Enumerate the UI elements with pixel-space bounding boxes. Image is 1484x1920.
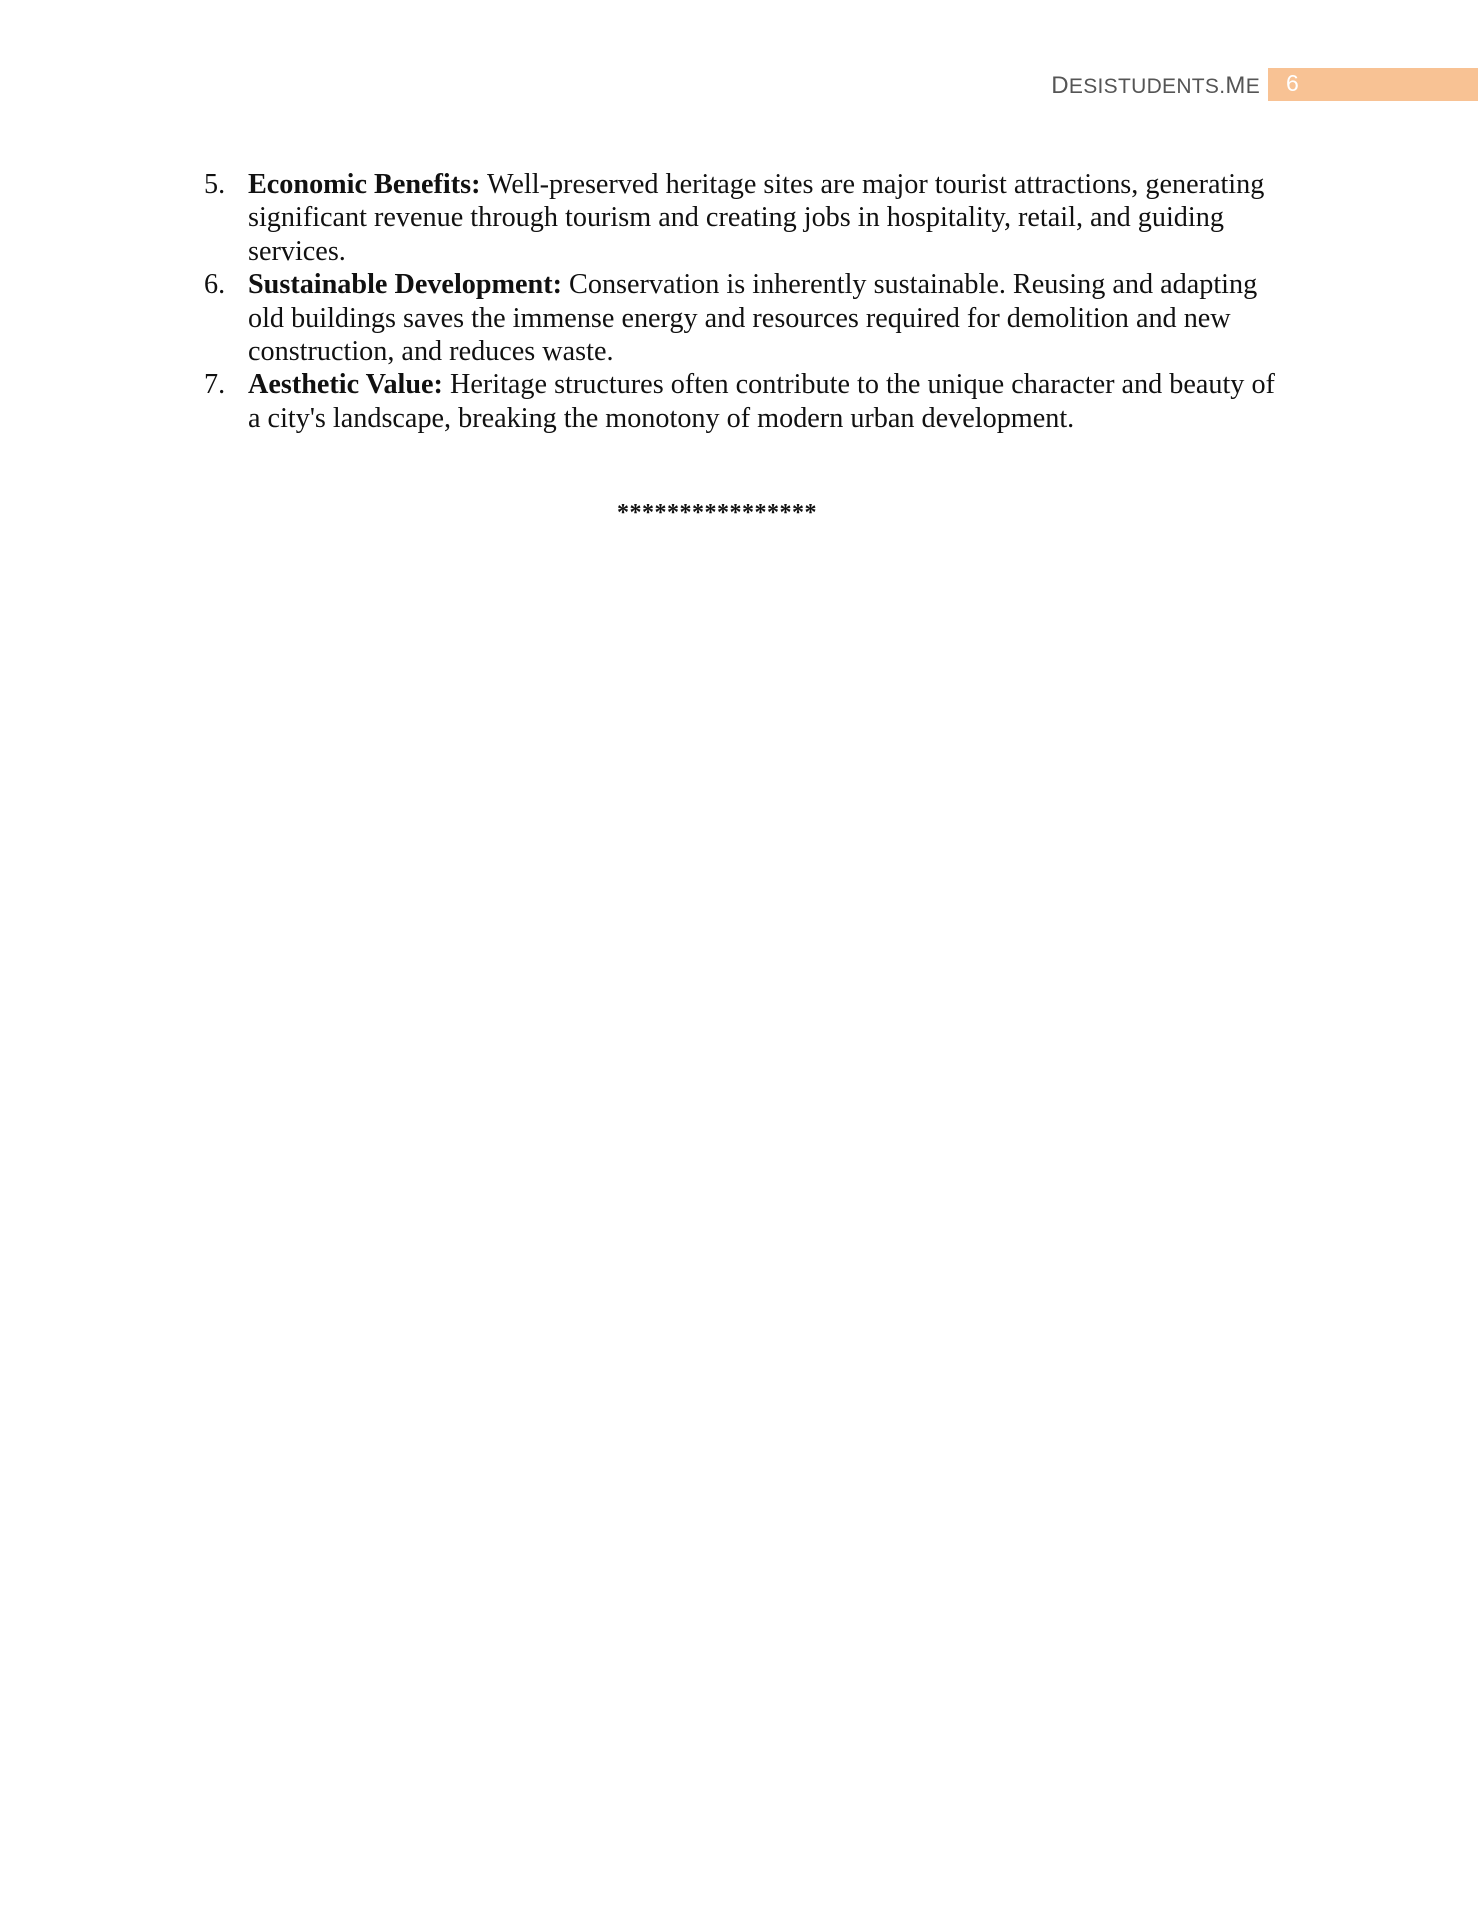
item-text: Conservation is inherently sustainable. Reusing and adapting old buildings saves the immense energy and resources required for demolition and new construction, and reduces waste.	[248, 269, 1258, 368]
numbered-list	[204, 168, 1284, 435]
site-name-rest: ESISTUDENTS	[1068, 75, 1220, 98]
list-item-sustainable-development	[204, 268, 1284, 368]
item-number: 5.	[204, 169, 226, 200]
site-name-dot: .	[1219, 75, 1226, 98]
page-number: 6	[1286, 70, 1299, 96]
site-name-initial: D	[1051, 72, 1069, 99]
page-header	[0, 68, 1484, 102]
list-item-aesthetic-value	[204, 368, 1284, 435]
list-item-economic-benefits	[204, 168, 1284, 268]
site-name-initial-2: M	[1225, 72, 1246, 99]
item-number: 6.	[204, 269, 226, 301]
item-number: 7.	[204, 369, 226, 401]
item-term: Economic Benefits:	[248, 169, 481, 200]
site-name	[1051, 72, 1260, 100]
item-term: Aesthetic Value:	[248, 369, 443, 401]
section-separator: ****************	[617, 500, 817, 526]
item-text: Well-preserved heritage sites are major tourist attractions, generating significant revenue through tourism and creating jobs in hospitality, retail, and guiding services.	[248, 169, 1265, 267]
item-text: Heritage structures often contribute to the unique character and beauty of a city's landscape, breaking the monotony of modern urban development.	[248, 369, 1275, 434]
page-number-box	[1268, 68, 1478, 101]
site-name-rest-2: E	[1245, 75, 1260, 98]
item-term: Sustainable Development:	[248, 269, 562, 301]
